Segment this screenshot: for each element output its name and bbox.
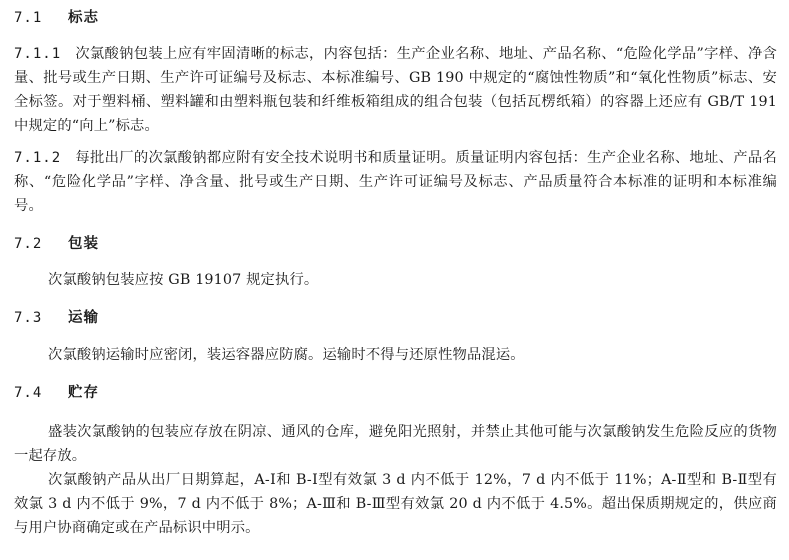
section-7-4-text-1: 盛装次氯酸钠的包装应存放在阴凉、通风的仓库，避免阳光照射，并禁止其他可能与次氯酸钠发生危险反应的货物一起存放。: [14, 424, 777, 464]
clause-7-1-1: [14, 42, 777, 138]
section-7-4-text-2: 次氯酸钠产品从出厂日期算起，A-Ⅰ和 B-Ⅰ型有效氯 3 d 内不低于 12%，7 d 内不低于 11%；A-Ⅱ型和 B-Ⅱ型有效氯 3 d 内不低于 9%，7 d 内不低于 8%；A-Ⅲ和 B-Ⅲ型有效氯 20 d 内不低于 4.5%。超出保质期规定的，供应商与用户协商确定或在产品标识中明示。: [14, 472, 777, 536]
section-7-3-text: 次氯酸钠运输时应密闭，装运容器应防腐。运输时不得与还原性物品混运。: [48, 347, 525, 363]
section-title: 贮存: [68, 385, 99, 401]
section-7-1-heading: [14, 6, 99, 30]
section-7-4-heading: [14, 381, 99, 405]
section-7-3-heading: [14, 306, 99, 330]
section-7-2-heading: [14, 232, 99, 256]
clause-text: 每批出厂的次氯酸钠都应附有安全技术说明书和质量证明。质量证明内容包括：生产企业名称、地址、产品名称、“危险化学品”字样、净含量、批号或生产日期、生产许可证编号及标志、产品质量符合本标准的证明和本标准编号。: [14, 150, 777, 214]
section-number: 7.1: [14, 10, 43, 26]
clause-number: 7.1.2: [14, 150, 62, 166]
section-number: 7.3: [14, 310, 43, 326]
section-7-2-text: 次氯酸钠包装应按 GB 19107 规定执行。: [48, 272, 319, 288]
section-number: 7.2: [14, 236, 43, 252]
section-title: 运输: [68, 310, 99, 326]
clause-7-1-2: [14, 146, 777, 218]
section-number: 7.4: [14, 385, 43, 401]
clause-text: 次氯酸钠包装上应有牢固清晰的标志，内容包括：生产企业名称、地址、产品名称、“危险化学品”字样、净含量、批号或生产日期、生产许可证编号及标志、本标准编号、GB 190 中规定的“腐蚀性物质”和“氧化性物质”标志、安全标签。对于塑料桶、塑料罐和由塑料瓶包装和纤维板箱组成的组合包装（包括瓦楞纸箱）的容器上还应有 GB/T 191 中规定的“向上”标志。: [14, 46, 777, 134]
section-title: 包装: [68, 236, 99, 252]
section-title: 标志: [68, 10, 99, 26]
clause-number: 7.1.1: [14, 46, 62, 62]
